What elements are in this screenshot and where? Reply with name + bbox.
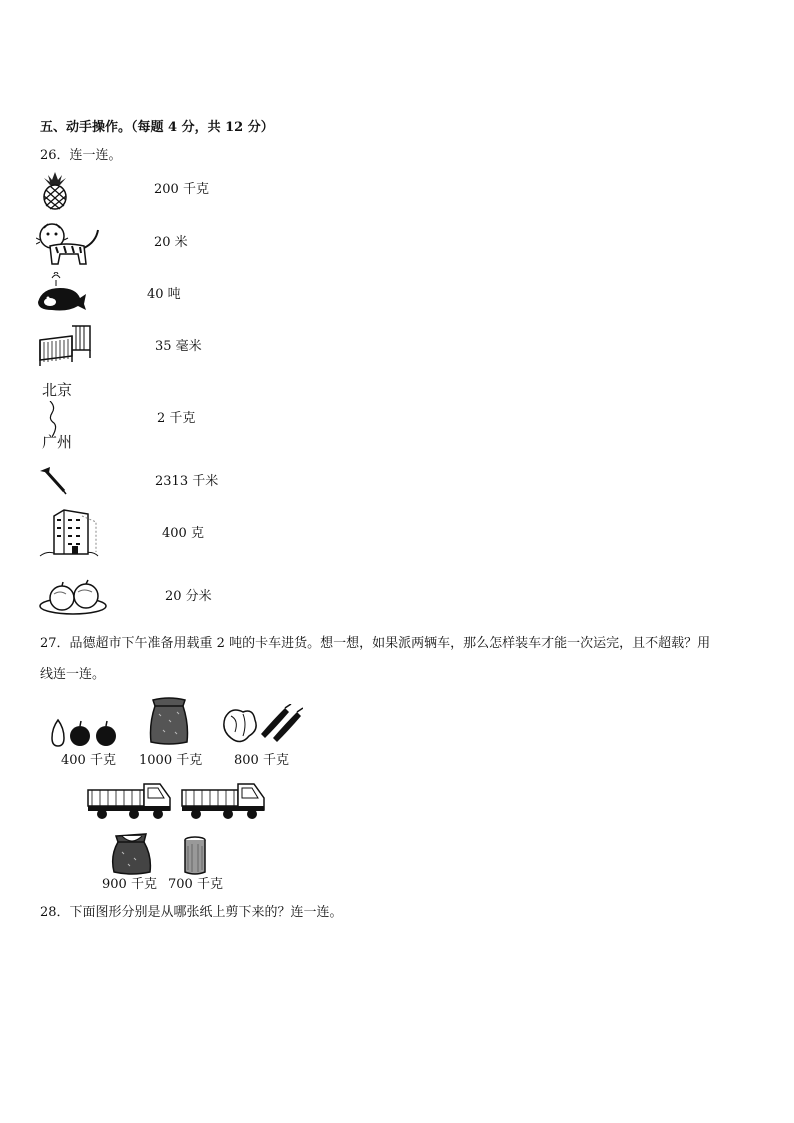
bed-icon (38, 322, 92, 368)
q26-value-2: 20 米 (154, 235, 188, 250)
sack-icon (147, 696, 191, 746)
whale-icon (36, 272, 88, 314)
q26-value-8: 20 分米 (165, 589, 212, 604)
map-label-beijing: 北京 (42, 381, 73, 399)
fruit-plate-icon (38, 578, 108, 616)
q28-prompt: 28．下面图形分别是从哪张纸上剪下来的？连一连。 (40, 905, 343, 920)
q26-value-7: 400 克 (162, 526, 204, 541)
pineapple-icon (38, 172, 72, 210)
q26-value-1: 200 千克 (154, 182, 209, 197)
truck-1-icon (86, 780, 174, 820)
section-title: 五、动手操作。（每题 4 分，共 12 分） (40, 120, 274, 135)
q27-prompt-line1: 27．品德超市下午准备用载重 2 吨的卡车进货。想一想，如果派两辆车，那么怎样装车才能一次运完，且不超载？用 (40, 636, 711, 651)
q26-value-3: 40 吨 (147, 287, 181, 302)
building-icon (38, 506, 100, 560)
q26-value-4: 35 毫米 (155, 339, 202, 354)
vegetables-icon (221, 704, 303, 748)
goods-weight-1: 400 千克 (61, 753, 116, 768)
map-route-icon (42, 383, 82, 455)
q27-prompt-line2: 线连一连。 (40, 667, 106, 682)
q26-prompt: 26．连一连。 (40, 148, 122, 163)
goods-weight-4: 900 千克 (102, 877, 157, 892)
can-icon (182, 836, 208, 876)
truck-2-icon (180, 780, 268, 820)
goods-weight-3: 800 千克 (234, 753, 289, 768)
tiger-icon (36, 220, 102, 268)
nail-icon (38, 465, 68, 495)
q26-value-6: 2313 千米 (155, 474, 219, 489)
small-sack-icon (108, 832, 154, 876)
apples-icon (48, 718, 120, 748)
map-label-guangzhou: 广州 (42, 433, 73, 451)
goods-weight-5: 700 千克 (168, 877, 223, 892)
q26-value-5: 2 千克 (157, 411, 196, 426)
goods-weight-2: 1000 千克 (139, 753, 203, 768)
